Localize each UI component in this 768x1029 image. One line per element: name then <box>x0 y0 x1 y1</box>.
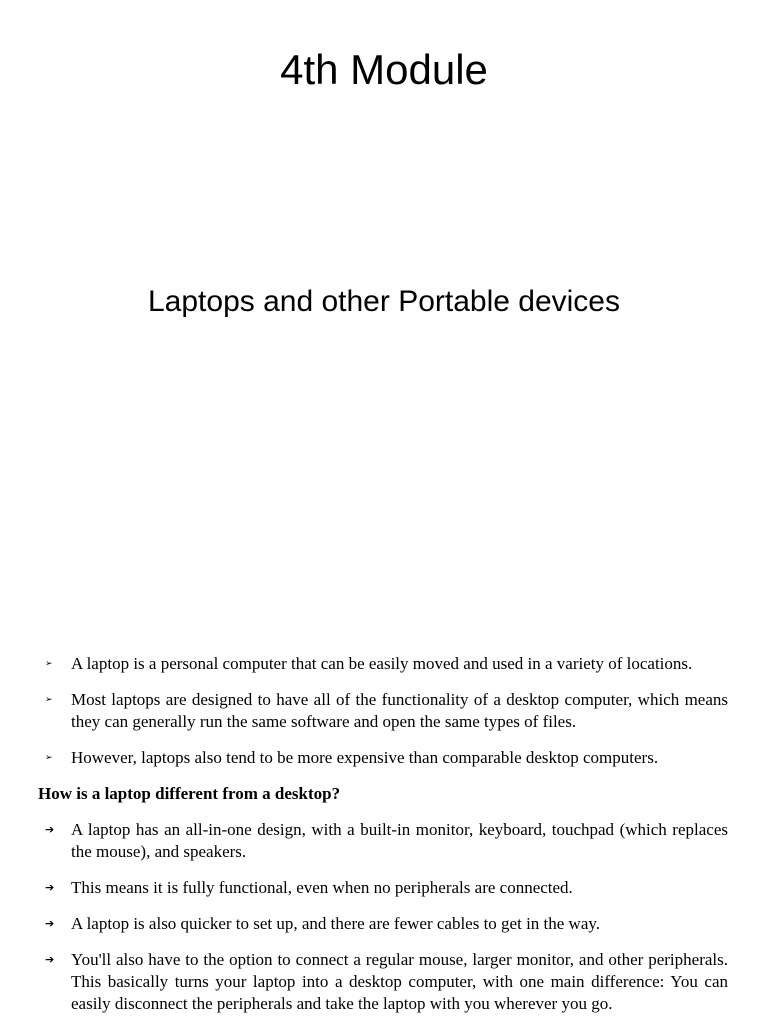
intro-bullet-list <box>38 653 728 769</box>
page-subtitle: Laptops and other Portable devices <box>148 285 620 318</box>
difference-bullet-list <box>38 819 728 1015</box>
list-item-text: A laptop is a personal computer that can be easily moved and used in a variety of locations. <box>71 654 693 673</box>
arrowhead-bullet-icon: ➢ <box>45 753 53 763</box>
list-item <box>38 747 728 769</box>
arrowhead-bullet-icon: ➢ <box>45 695 53 705</box>
arrow-bullet-icon: ➔ <box>45 953 55 966</box>
list-item <box>38 949 728 1015</box>
list-item-text: Most laptops are designed to have all of the functionality of a desktop computer, which means they can generally run the same software and open the same types of files. <box>71 690 728 731</box>
document-body <box>38 653 728 1029</box>
arrow-bullet-icon: ➔ <box>45 917 55 930</box>
list-item-text: A laptop is also quicker to set up, and there are fewer cables to get in the way. <box>71 914 601 933</box>
arrow-bullet-icon: ➔ <box>45 881 55 894</box>
list-item-text: A laptop has an all-in-one design, with a built-in monitor, keyboard, touchpad (which replaces the mouse), and speakers. <box>71 820 728 861</box>
list-item <box>38 689 728 733</box>
arrow-bullet-icon: ➔ <box>45 823 55 836</box>
list-item <box>38 653 728 675</box>
page-title: 4th Module <box>280 46 488 93</box>
list-item <box>38 913 728 935</box>
arrowhead-bullet-icon: ➢ <box>45 659 53 669</box>
section-heading: How is a laptop different from a desktop? <box>38 784 341 803</box>
list-item <box>38 877 728 899</box>
list-item-text: This means it is fully functional, even when no peripherals are connected. <box>71 878 573 897</box>
list-item-text: You'll also have to the option to connect a regular mouse, larger monitor, and other peripherals. This basically turns your laptop into a desktop computer, with one main difference: You can easily disconnect the peripherals and take the laptop with you wherever you go. <box>71 950 728 1013</box>
list-item-text: However, laptops also tend to be more expensive than comparable desktop computers. <box>71 748 659 767</box>
list-item <box>38 819 728 863</box>
